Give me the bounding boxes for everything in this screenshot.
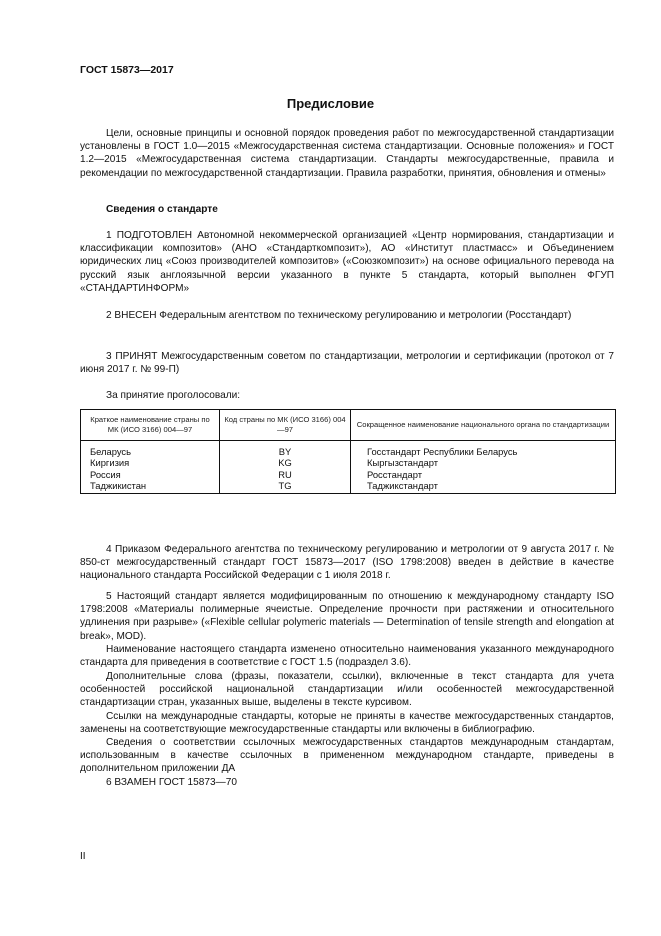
item-5-italic-note: Дополнительные слова (фразы, показатели, ссылки), включенные в текст стандарта для учета особенностей российской национальной стандартизации и/или особенностей межгосударственной стандартизации стран, указанных выше, выделены в тексте курсивом. bbox=[80, 671, 614, 709]
country-cell: Беларусь bbox=[81, 441, 220, 458]
country-cell: Киргизия bbox=[81, 457, 220, 468]
code-cell: RU bbox=[220, 469, 351, 480]
country-cell: Россия bbox=[81, 469, 220, 480]
authority-cell: Росстандарт bbox=[351, 469, 616, 480]
page-title: Предисловие bbox=[286, 96, 375, 111]
table-header-authority: Сокращенное наименование национального органа по стандартизации bbox=[351, 410, 616, 441]
page-number: II bbox=[80, 851, 86, 862]
item-5-references-note: Ссылки на международные стандарты, которые не приняты в качестве межгосударственных стандартов, заменены на соответствующие межгосударственные стандарты или включены в библиографию. bbox=[80, 711, 614, 736]
authority-cell: Таджикстандарт bbox=[351, 480, 616, 494]
code-cell: KG bbox=[220, 457, 351, 468]
item-5-name-note: Наименование настоящего стандарта изменено относительно наименования указанного международного стандарта для приведения в соответствие с ГОСТ 1.5 (подраздел 3.6). bbox=[80, 644, 614, 669]
item-4-paragraph: 4 Приказом Федерального агентства по техническому регулированию и метрологии от 9 августа 2017 г. № 850-ст межгосударственный стандарт ГОСТ 15873—2017 (ISO 1798:2008) введен в действие в качестве национального стандарта Российской Федерации с 1 июля 2018 г. bbox=[80, 544, 614, 582]
table-header-row bbox=[81, 410, 616, 441]
voted-label: За принятие проголосовали: bbox=[106, 390, 241, 401]
item-1-paragraph: 1 ПОДГОТОВЛЕН Автономной некоммерческой организацией «Центр нормирования, стандартизации и классификации композитов» (АНО «Стандарткомпозит»), АО «Институт пластмасс» и Объединением юридических лиц «Союз производителей композитов» («Союзкомпозит») на основе официального перевода на русский язык англоязычной версии указанного в пункте 5 стандарта, который выполнен ФГУП «СТАНДАРТИНФОРМ» bbox=[80, 230, 614, 294]
item-5-paragraph: 5 Настоящий стандарт является модифицированным по отношению к международному стандарту ISO 1798:2008 «Материалы полимерные ячеистые. Определение прочности при растяжении и относительного удлинения при разрыве» («Flexible cellular polymeric materials — Determination of tensile strength and elongation at break», MOD). bbox=[80, 591, 614, 642]
table-row bbox=[81, 441, 616, 458]
item-3-paragraph: 3 ПРИНЯТ Межгосударственным советом по стандартизации, метрологии и сертификации (протокол от 7 июня 2017 г. № 99-П) bbox=[80, 351, 614, 376]
code-cell: BY bbox=[220, 441, 351, 458]
item-5-correspondence-note: Сведения о соответствии ссылочных межгосударственных стандартов международным стандартам, использованным в качестве ссылочных в примененном международном стандарте, приведены в дополнительном приложении ДА bbox=[80, 737, 614, 775]
table-header-code: Код страны по МК (ИСО 3166) 004—97 bbox=[220, 410, 351, 441]
table-row bbox=[81, 457, 616, 468]
authority-cell: Госстандарт Республики Беларусь bbox=[351, 441, 616, 458]
table-row bbox=[81, 480, 616, 494]
item-2-paragraph: 2 ВНЕСЕН Федеральным агентством по техническому регулированию и метрологии (Росстандарт) bbox=[106, 310, 572, 321]
section-heading: Сведения о стандарте bbox=[106, 204, 218, 215]
item-6-paragraph: 6 ВЗАМЕН ГОСТ 15873—70 bbox=[106, 777, 237, 788]
voting-countries-table bbox=[80, 409, 616, 494]
intro-paragraph: Цели, основные принципы и основной порядок проведения работ по межгосударственной стандартизации установлены в ГОСТ 1.0—2015 «Межгосударственная система стандартизации. Основные положения» и ГОСТ 1.2—2015 «Межгосударственная система стандартизации. Стандарты межгосударственные, правила и рекомендации по межгосударственной стандартизации. Правила разработки, принятия, обновления и отмены» bbox=[80, 128, 614, 179]
document-code: ГОСТ 15873—2017 bbox=[80, 64, 174, 76]
table-row bbox=[81, 469, 616, 480]
country-cell: Таджикистан bbox=[81, 480, 220, 494]
authority-cell: Кыргызстандарт bbox=[351, 457, 616, 468]
table-header-country: Краткое наименование страны по МК (ИСО 3166) 004—97 bbox=[81, 410, 220, 441]
code-cell: TG bbox=[220, 480, 351, 494]
